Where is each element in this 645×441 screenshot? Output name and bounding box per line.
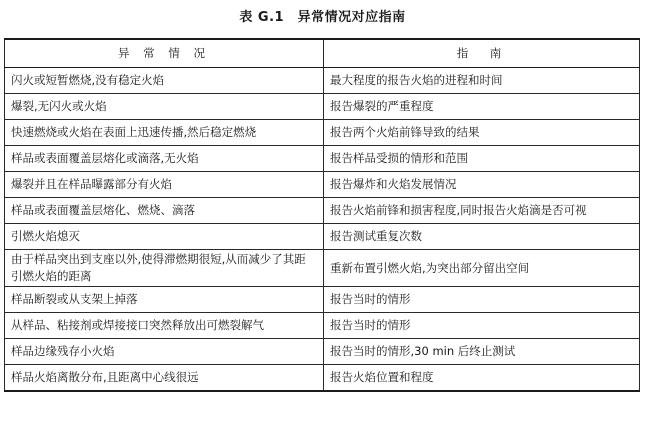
situation-cell: 样品火焰离散分布,且距离中心线很远 xyxy=(5,365,324,392)
table-row xyxy=(5,146,640,172)
guidance-cell: 报告测试重复次数 xyxy=(324,224,640,250)
situation-cell: 由于样品突出到支座以外,使得滞燃期很短,从而减少了其距引燃火焰的距离 xyxy=(5,250,324,287)
situation-cell: 引燃火焰熄灭 xyxy=(5,224,324,250)
guidance-cell: 报告爆炸和火焰发展情况 xyxy=(324,172,640,198)
guidance-cell: 报告火焰位置和程度 xyxy=(324,365,640,392)
guidance-cell: 重新布置引燃火焰,为突出部分留出空间 xyxy=(324,250,640,287)
table-row xyxy=(5,68,640,94)
guidance-cell: 最大程度的报告火焰的进程和时间 xyxy=(324,68,640,94)
table-row xyxy=(5,94,640,120)
table-row xyxy=(5,120,640,146)
guidance-cell: 报告当时的情形 xyxy=(324,313,640,339)
situation-cell: 爆裂并且在样品曝露部分有火焰 xyxy=(5,172,324,198)
guidance-cell: 报告爆裂的严重程度 xyxy=(324,94,640,120)
header-situation: 异 常 情 况 xyxy=(5,39,324,68)
table-row xyxy=(5,365,640,392)
guidance-cell: 报告两个火焰前锋导致的结果 xyxy=(324,120,640,146)
situation-cell: 快速燃烧或火焰在表面上迅速传播,然后稳定燃烧 xyxy=(5,120,324,146)
table-row xyxy=(5,287,640,313)
table-row xyxy=(5,339,640,365)
guidance-cell: 报告当时的情形,30 min 后终止测试 xyxy=(324,339,640,365)
table-row xyxy=(5,224,640,250)
table-row xyxy=(5,250,640,287)
table-row xyxy=(5,172,640,198)
situation-cell: 样品或表面覆盖层熔化或滴落,无火焰 xyxy=(5,146,324,172)
header-row xyxy=(5,39,640,68)
guidance-cell: 报告样品受损的情形和范围 xyxy=(324,146,640,172)
situation-cell: 样品断裂或从支架上掉落 xyxy=(5,287,324,313)
table-title: 表 G.1 异常情况对应指南 xyxy=(239,10,406,25)
situation-cell: 从样品、粘接剂或焊接接口突然释放出可燃裂解气 xyxy=(5,313,324,339)
header-guidance: 指 南 xyxy=(324,39,640,68)
table-row xyxy=(5,198,640,224)
table-row xyxy=(5,313,640,339)
situation-cell: 闪火或短暂燃烧,没有稳定火焰 xyxy=(5,68,324,94)
situation-cell: 样品或表面覆盖层熔化、燃烧、滴落 xyxy=(5,198,324,224)
situation-cell: 样品边缘残存小火焰 xyxy=(5,339,324,365)
guidance-table xyxy=(4,38,640,392)
guidance-cell: 报告火焰前锋和损害程度,同时报告火焰滴是否可视 xyxy=(324,198,640,224)
situation-cell: 爆裂,无闪火或火焰 xyxy=(5,94,324,120)
guidance-cell: 报告当时的情形 xyxy=(324,287,640,313)
